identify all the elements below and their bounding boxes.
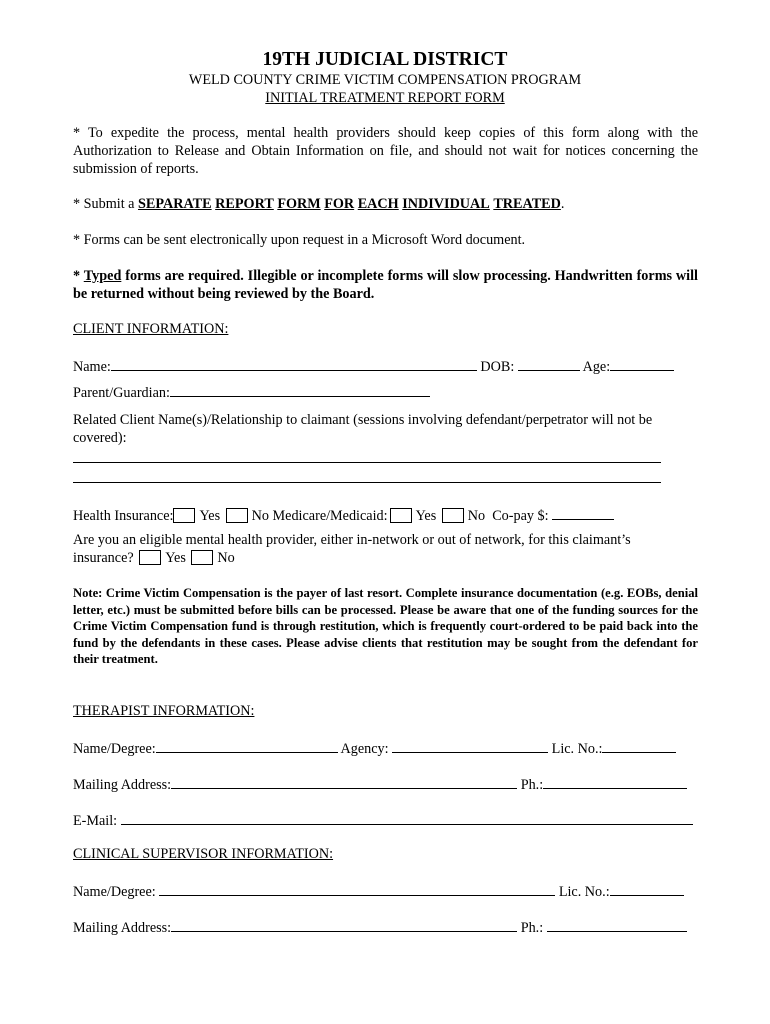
supervisor-mailing-row	[73, 918, 687, 937]
form-title: INITIAL TREATMENT REPORT FORM	[265, 90, 505, 106]
therapist-agency-label: Agency:	[340, 741, 389, 757]
therapist-email-row	[73, 811, 693, 830]
therapist-name-degree-label: Name/Degree:	[73, 741, 156, 757]
supervisor-lic-field[interactable]	[610, 882, 684, 896]
separate-word: SEPARATE	[138, 196, 212, 212]
therapist-email-label: E-Mail:	[73, 813, 118, 829]
client-dob-field[interactable]	[518, 357, 580, 371]
therapist-phone-field[interactable]	[543, 775, 687, 789]
copay-label: Co-pay $:	[492, 508, 549, 524]
eligible-no-checkbox[interactable]	[191, 550, 213, 565]
typed-rest: forms are required. Illegible or incomplete forms will slow processing. Handwritten forms will be returned without being reviewed by the Board.	[73, 268, 699, 302]
parent-guardian-row	[73, 383, 430, 402]
insurance-note: Note: Crime Victim Compensation is the payer of last resort. Complete insurance documentation (e.g. EOBs, denial letter, etc.) must be submitted before bills can be processed. Please be aware that one of the funding sources for the Crime Victim Compensation fund is through restitution, which is frequently court-ordered to be paid back into the fund by the defendants in these cases. Please advise clients that restitution may be sought from the defendant for their treatment.	[73, 586, 698, 666]
medicare-no-checkbox[interactable]	[442, 508, 464, 523]
eligible-provider-line-2: insurance?	[73, 550, 134, 566]
instruction-typed	[73, 267, 698, 303]
medicare-no-label: No	[467, 508, 486, 524]
insurance-row	[73, 506, 614, 525]
separate-prefix: * Submit a	[73, 196, 139, 212]
client-name-row	[73, 357, 674, 376]
eligible-no-label: No	[217, 550, 235, 566]
copay-field[interactable]	[552, 506, 614, 520]
client-dob-label: DOB:	[480, 359, 515, 375]
supervisor-name-degree-field[interactable]	[159, 882, 555, 896]
supervisor-mailing-field[interactable]	[171, 918, 517, 932]
eligible-provider-row	[73, 550, 235, 567]
client-name-field[interactable]	[111, 357, 477, 371]
instruction-expedite: * To expedite the process, mental health providers should keep copies of this form along with the Authorization to Release and Obtain Information on file, and should not wait for notices concerning the submission of reports.	[73, 125, 698, 177]
therapist-mailing-row	[73, 775, 687, 794]
health-insurance-yes-checkbox[interactable]	[173, 508, 195, 523]
eligible-yes-checkbox[interactable]	[139, 550, 161, 565]
supervisor-lic-label: Lic. No.:	[558, 884, 610, 900]
therapist-agency-field[interactable]	[392, 739, 548, 753]
separate-word: INDIVIDUAL	[402, 196, 490, 212]
therapist-name-row	[73, 739, 676, 758]
medicare-label: Medicare/Medicaid:	[272, 508, 388, 524]
related-client-label: Related Client Name(s)/Relationship to claimant (sessions involving defendant/perpetrator will not be covered):	[73, 412, 653, 446]
therapist-lic-field[interactable]	[602, 739, 676, 753]
parent-guardian-label: Parent/Guardian:	[73, 385, 170, 401]
related-client-line-2[interactable]	[73, 482, 661, 483]
typed-word: Typed	[83, 268, 122, 284]
medicare-yes-label: Yes	[415, 508, 437, 524]
eligible-yes-label: Yes	[165, 550, 186, 566]
program-title: WELD COUNTY CRIME VICTIM COMPENSATION PROGRAM	[188, 72, 582, 88]
separate-word: REPORT	[215, 196, 274, 212]
separate-word: EACH	[357, 196, 399, 212]
district-title: 19TH JUDICIAL DISTRICT	[262, 49, 508, 70]
supervisor-info-heading: CLINICAL SUPERVISOR INFORMATION:	[73, 846, 334, 862]
instruction-electronic: * Forms can be sent electronically upon request in a Microsoft Word document.	[73, 232, 526, 248]
therapist-phone-label: Ph.:	[520, 777, 544, 793]
health-insurance-yes-label: Yes	[199, 508, 221, 524]
health-insurance-no-checkbox[interactable]	[226, 508, 248, 523]
health-insurance-label: Health Insurance:	[73, 508, 174, 524]
client-name-label: Name:	[73, 359, 111, 375]
therapist-mailing-label: Mailing Address:	[73, 777, 172, 793]
supervisor-mailing-label: Mailing Address:	[73, 920, 172, 936]
supervisor-phone-field[interactable]	[547, 918, 687, 932]
related-client-line-1[interactable]	[73, 462, 661, 463]
client-age-label: Age:	[582, 359, 611, 375]
client-info-heading: CLIENT INFORMATION:	[73, 321, 229, 337]
therapist-lic-label: Lic. No.:	[551, 741, 603, 757]
separate-suffix: .	[560, 196, 565, 212]
health-insurance-no-label: No	[251, 508, 269, 524]
separate-word: FORM	[277, 196, 321, 212]
instruction-separate	[73, 195, 698, 213]
eligible-provider-line-1: Are you an eligible mental health provider, either in-network or out of network, for this claimant’s	[73, 532, 631, 548]
therapist-email-field[interactable]	[121, 811, 693, 825]
supervisor-name-row	[73, 882, 684, 901]
separate-word: FOR	[324, 196, 355, 212]
medicare-yes-checkbox[interactable]	[390, 508, 412, 523]
typed-prefix: *	[73, 268, 84, 284]
supervisor-name-degree-label: Name/Degree:	[73, 884, 156, 900]
parent-guardian-field[interactable]	[170, 383, 430, 397]
separate-word: TREATED	[493, 196, 561, 212]
supervisor-phone-label: Ph.:	[520, 920, 544, 936]
therapist-mailing-field[interactable]	[171, 775, 517, 789]
client-age-field[interactable]	[610, 357, 674, 371]
therapist-name-degree-field[interactable]	[156, 739, 338, 753]
therapist-info-heading: THERAPIST INFORMATION:	[73, 703, 255, 719]
